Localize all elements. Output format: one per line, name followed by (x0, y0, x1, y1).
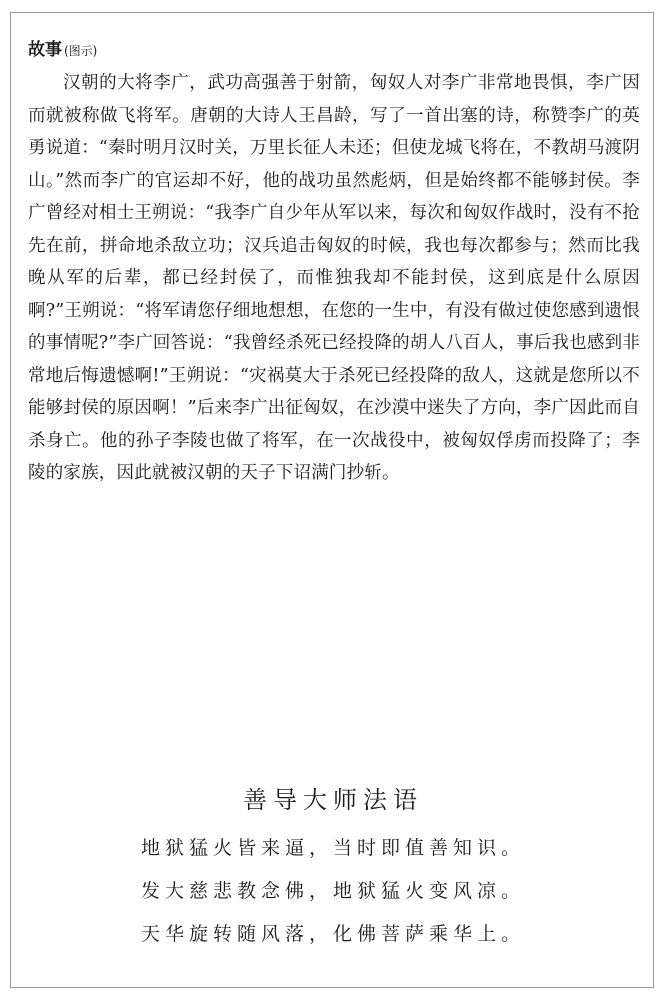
story-heading (28, 38, 640, 63)
dharma-title: 善导大师法语 (243, 786, 423, 814)
verse-line-2: 发大慈悲教念佛，地狱猛火变风凉。 (140, 880, 525, 902)
story-heading-title: 故事 (28, 40, 62, 60)
story-heading-note: (图示) (64, 44, 98, 58)
verse-line-1: 地狱猛火皆来逼，当时即值善知识。 (140, 837, 525, 859)
verse-line-3: 天华旋转随风落，化佛菩萨乘华上。 (140, 923, 525, 945)
dharma-section (0, 782, 666, 965)
story-section (28, 38, 640, 490)
story-body: 汉朝的大将李广，武功高强善于射箭，匈奴人对李广非常地畏惧，李广因而就被称做飞将军。唐朝的大诗人王昌龄，写了一首出塞的诗，称赞李广的英勇说道：“秦时明月汉时关，万里长征人未还；但使龙城飞将在，不教胡马渡阴山。”然而李广的官运却不好，他的战功虽然彪炳，但是始终都不能够封侯。李广曾经对相士王朔说：“我李广自少年从军以来，每次和匈奴作战时，没有不抢先在前，拼命地杀敌立功；汉兵追击匈奴的时候，我也每次都参与；然而比我晚从军的后辈，都已经封侯了，而惟独我却不能封侯，这到底是什么原因啊?”王朔说：“将军请您仔细地想想，在您的一生中，有没有做过使您感到遗恨的事情呢?”李广回答说：“我曾经杀死已经投降的胡人八百人，事后我也感到非常地后悔遗憾啊!”王朔说：“灾祸莫大于杀死已经投降的敌人，这就是您所以不能够封侯的原因啊！”后来李广出征匈奴，在沙漠中迷失了方向，李广因此而自杀身亡。他的孙子李陵也做了将军，在一次战役中，被匈奴俘虏而投降了；李陵的家族，因此就被汉朝的天子下诏满门抄斩。 (28, 73, 640, 483)
